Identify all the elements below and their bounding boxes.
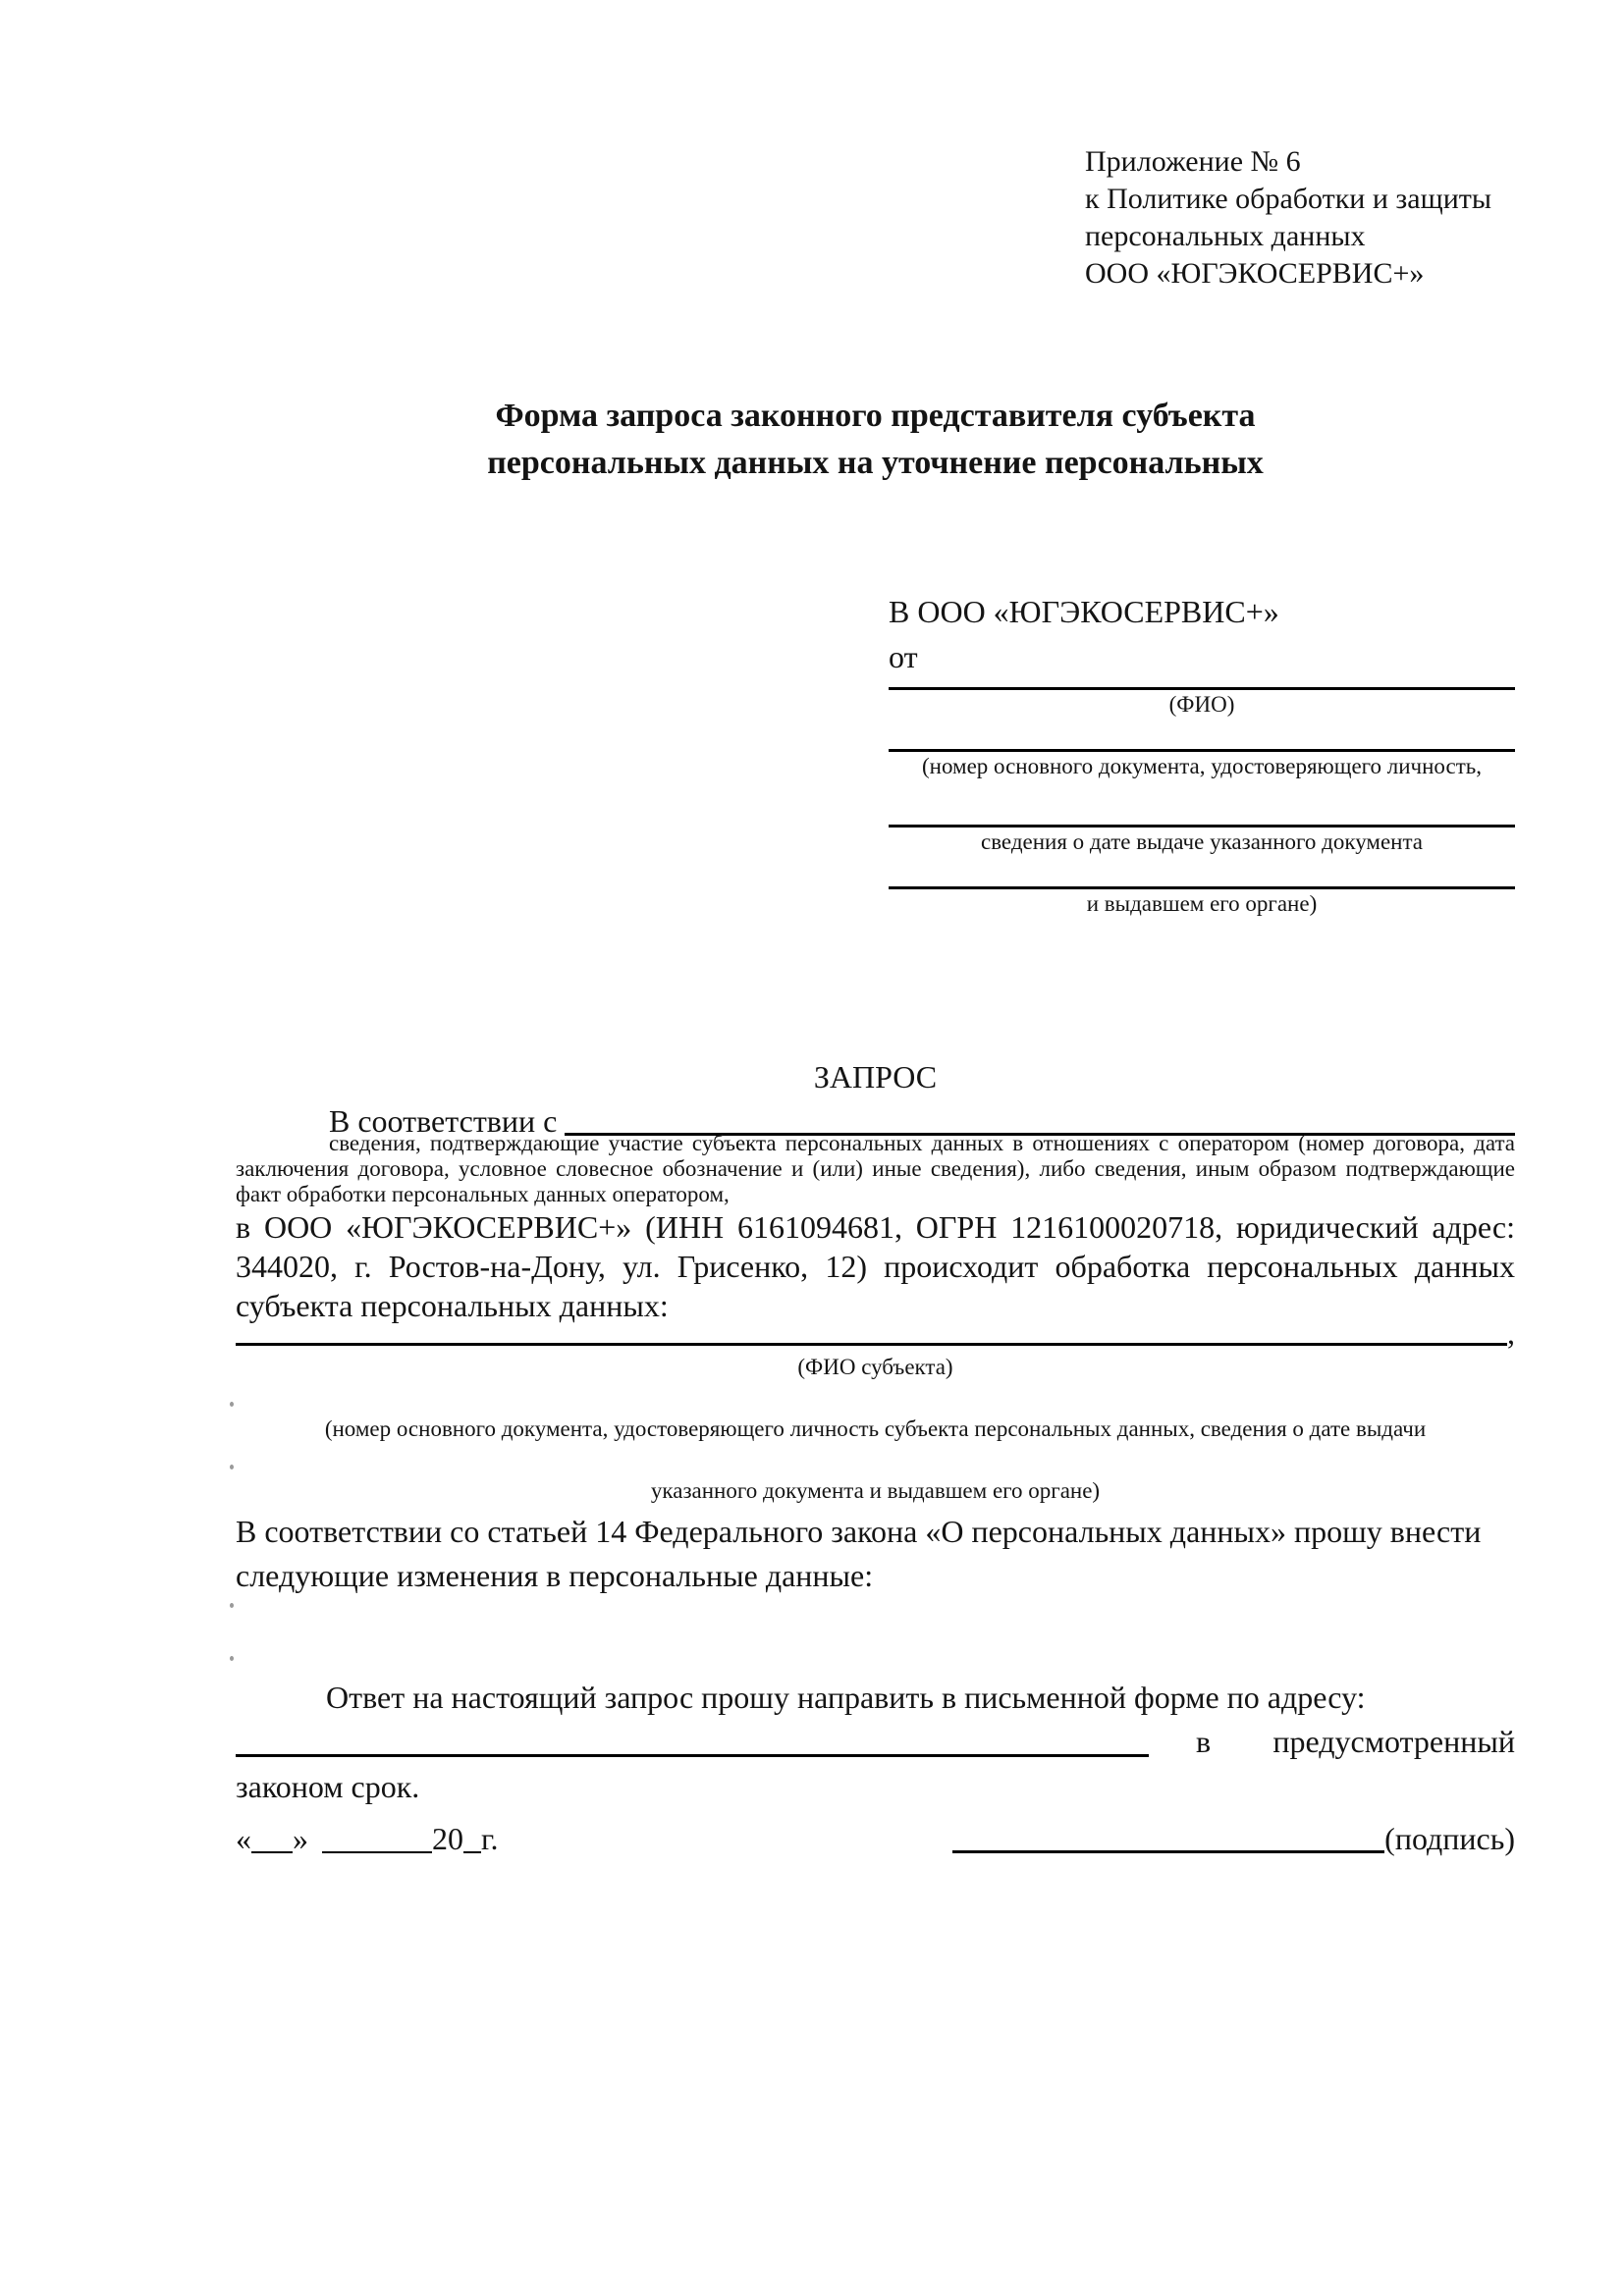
year-suffix: г.	[481, 1821, 499, 1856]
fio-blank-field	[889, 679, 1515, 690]
year-prefix: 20	[432, 1821, 463, 1856]
scan-artifact-dot	[230, 1656, 234, 1661]
footnote-paragraph: сведения, подтверждающие участие субъекта персональных данных в отношениях с оператором (номер договора, дата заключения договора, условное словесное обозначение и (или) иные сведения), либо сведения, иным образом подтверждающие факт обработки персональных данных оператором,	[236, 1131, 1515, 1206]
signature-caption: (подпись)	[1384, 1821, 1515, 1856]
appendix-line: к Политике обработки и защиты	[1085, 183, 1492, 215]
issue-date-caption: сведения о дате выдаче указанного документа	[980, 829, 1424, 854]
fio-field-caption: (ФИО)	[1168, 692, 1235, 717]
document-title-line: Форма запроса законного представителя субъекта	[495, 398, 1256, 434]
article14-statement: В соответствии со статьей 14 Федерального закона «О персональных данных» прошу внести следующие изменения в персональные данные:	[236, 1514, 1482, 1593]
request-heading: ЗАПРОС	[813, 1059, 938, 1095]
issue-date-blank-field	[889, 781, 1515, 828]
scan-artifact-dot	[230, 1402, 234, 1407]
subject-fio-blank-field	[236, 1343, 1507, 1346]
signature-group	[952, 1818, 1515, 1859]
signature-blank-field	[952, 1850, 1384, 1853]
subject-fio-row	[236, 1313, 1515, 1353]
scan-artifact-dot	[230, 1465, 234, 1469]
in-word: в	[1196, 1724, 1212, 1759]
legal-term-text: законом срок.	[236, 1769, 420, 1804]
date-signature-row	[236, 1818, 1515, 1859]
subject-fio-caption: (ФИО субъекта)	[797, 1355, 953, 1379]
appendix-line: персональных данных	[1085, 220, 1366, 252]
appendix-line: ООО «ЮГЭКОСЕРВИС+»	[1085, 257, 1425, 290]
issuing-authority-caption: и выдавшем его органе)	[1086, 891, 1318, 916]
document-title	[236, 393, 1515, 487]
appendix-reference	[1085, 143, 1522, 293]
addressee-to: В ООО «ЮГЭКОСЕРВИС+»	[889, 594, 1279, 629]
provided-word: предусмотренный	[1272, 1724, 1515, 1759]
appendix-line: Приложение № 6	[1085, 145, 1301, 178]
answer-address-blank-field	[236, 1754, 1149, 1757]
addressee-block	[889, 589, 1515, 919]
document-number-blank-field	[889, 720, 1515, 752]
subject-document-caption-2: указанного документа и выдавшем его органе)	[650, 1478, 1101, 1503]
issuing-authority-blank-field	[889, 857, 1515, 889]
date-group	[236, 1818, 499, 1859]
year-blank-field	[463, 1851, 481, 1853]
trailing-comma: ,	[1507, 1315, 1515, 1351]
document-number-caption: (номер основного документа, удостоверяющего личность,	[921, 754, 1482, 778]
subject-document-caption-1: (номер основного документа, удостоверяющего личность субъекта персональных данных, сведения о дате выдачи	[324, 1416, 1427, 1441]
according-to-label: В соответствии с	[329, 1103, 558, 1139]
document-title-line: персональных данных на уточнение персональных	[487, 445, 1264, 481]
scan-artifact-dot	[230, 1603, 234, 1608]
date-open-quote: «	[236, 1821, 251, 1856]
day-blank-field	[251, 1851, 293, 1853]
answer-paragraph: Ответ на настоящий запрос прошу направить в письменной форме по адресу:	[326, 1680, 1366, 1715]
operator-paragraph: в ООО «ЮГЭКОСЕРВИС+» (ИНН 6161094681, ОГРН 1216100020718, юридический адрес: 344020, г. Ростов-на-Дону, ул. Грисенко, 12) происходит обработка персональных данных субъекта персональных данных:	[236, 1209, 1515, 1323]
date-close-quote: »	[293, 1821, 308, 1856]
answer-address-row	[236, 1720, 1515, 1763]
addressee-from-label: от	[889, 639, 918, 674]
month-blank-field	[322, 1851, 432, 1853]
